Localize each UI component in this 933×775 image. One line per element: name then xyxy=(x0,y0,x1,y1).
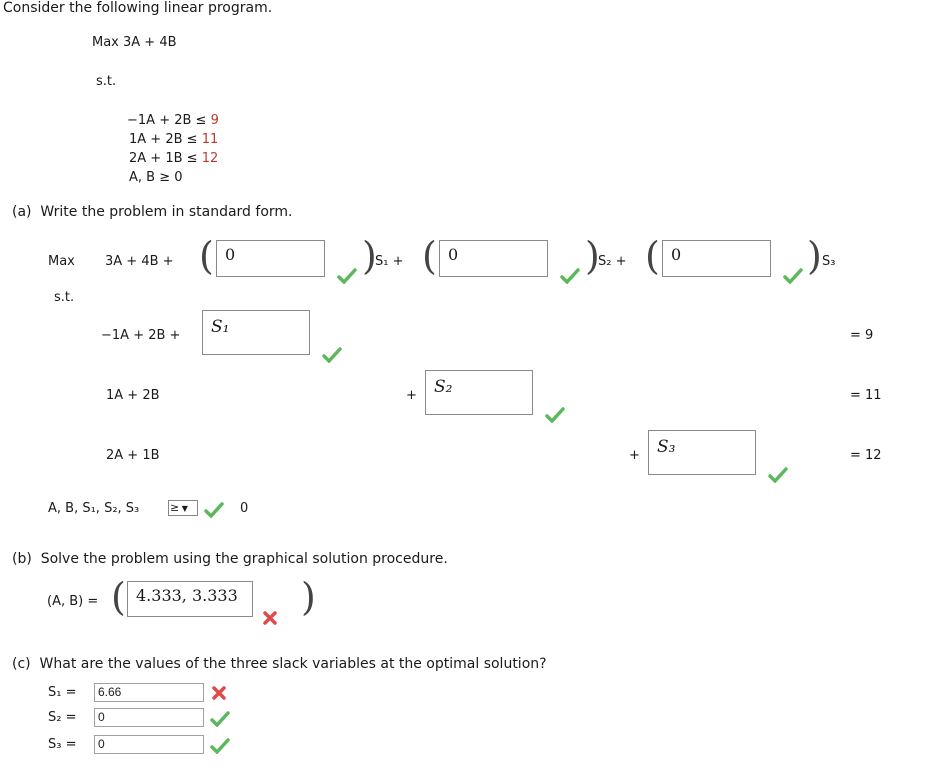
ab-answer-box[interactable]: 4.333, 3.333 xyxy=(127,581,253,617)
paren-open-3: ( xyxy=(645,234,660,278)
check-icon xyxy=(545,407,565,423)
intro-text: Consider the following linear program. xyxy=(3,0,273,16)
row1-rhs: = 9 xyxy=(850,328,874,343)
row3-rhs: = 12 xyxy=(850,448,882,463)
row2-rhs: = 11 xyxy=(850,388,882,403)
paren-open-1: ( xyxy=(199,234,214,278)
s1-label: S₁ = xyxy=(48,685,77,700)
paren-close-2: ) xyxy=(585,234,600,278)
check-icon xyxy=(204,502,224,518)
lp-st: s.t. xyxy=(96,74,117,89)
obj-s1-plus: S₁ + xyxy=(375,254,404,269)
obj-s3: S₃ xyxy=(822,254,836,269)
lp-constraint-3: 2A + 1B ≤ 12 xyxy=(129,151,219,166)
check-icon xyxy=(210,738,230,754)
row3-slack-box[interactable]: S₃ xyxy=(648,430,756,475)
paren-close-1: ) xyxy=(362,234,377,278)
std-st-label: s.t. xyxy=(54,290,75,305)
s3-input[interactable]: 0 xyxy=(94,735,204,754)
obj-coef-s2-box[interactable]: 0 xyxy=(439,240,548,277)
row3-plus: + xyxy=(629,448,640,463)
lp-constraint-1: −1A + 2B ≤ 9 xyxy=(127,113,219,128)
std-objective-terms: 3A + 4B + xyxy=(105,254,174,269)
s2-input[interactable]: 0 xyxy=(94,708,204,727)
cross-icon xyxy=(262,610,278,626)
s3-label: S₃ = xyxy=(48,737,77,752)
check-icon xyxy=(337,268,357,284)
s1-input[interactable]: 6.66 xyxy=(94,683,204,702)
part-b-heading: (b) Solve the problem using the graphical solution procedure. xyxy=(12,551,448,567)
row2-slack-box[interactable]: S₂ xyxy=(425,370,533,415)
lp-constraint-2: 1A + 2B ≤ 11 xyxy=(129,132,219,147)
ab-label: (A, B) = xyxy=(47,594,99,609)
lp-objective: Max 3A + 4B xyxy=(92,35,177,50)
part-c-heading: (c) What are the values of the three slack variables at the optimal solution? xyxy=(12,656,547,672)
nonneg-vars: A, B, S₁, S₂, S₃ xyxy=(48,501,140,516)
row2-plus: + xyxy=(406,388,417,403)
nonneg-select[interactable]: ≥ ▼ xyxy=(168,500,198,516)
paren-open-2: ( xyxy=(422,234,437,278)
row1-slack-box[interactable]: S₁ xyxy=(202,310,310,355)
nonneg-rhs: 0 xyxy=(240,501,249,516)
paren-close-3: ) xyxy=(807,234,822,278)
paren-open-b: ( xyxy=(111,575,126,619)
std-max-label: Max xyxy=(48,254,75,269)
obj-coef-s3-box[interactable]: 0 xyxy=(662,240,771,277)
obj-coef-s1-box[interactable]: 0 xyxy=(216,240,325,277)
check-icon xyxy=(560,268,580,284)
obj-s2-plus: S₂ + xyxy=(598,254,627,269)
lp-nonneg: A, B ≥ 0 xyxy=(129,170,183,185)
row3-terms: 2A + 1B xyxy=(106,448,160,463)
row1-terms: −1A + 2B + xyxy=(101,328,181,343)
part-a-heading: (a) Write the problem in standard form. xyxy=(12,204,293,220)
row2-terms: 1A + 2B xyxy=(106,388,160,403)
cross-icon xyxy=(211,685,227,701)
check-icon xyxy=(768,467,788,483)
check-icon xyxy=(783,268,803,284)
paren-close-b: ) xyxy=(301,575,316,619)
check-icon xyxy=(210,711,230,727)
check-icon xyxy=(322,347,342,363)
s2-label: S₂ = xyxy=(48,710,77,725)
